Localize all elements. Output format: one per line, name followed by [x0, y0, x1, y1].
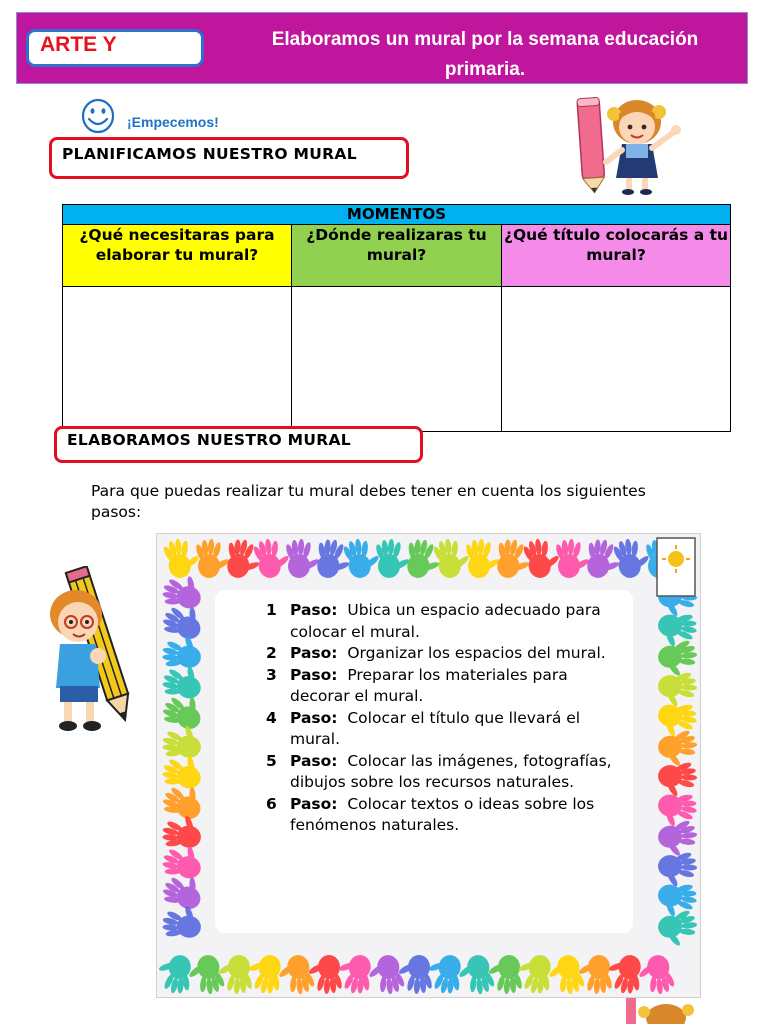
table-header-moments: MOMENTOS: [63, 205, 731, 225]
list-item: [260, 643, 620, 665]
step-text: Ubica un espacio adecuado para colocar el mural.: [290, 601, 601, 641]
steps-list: [260, 600, 620, 837]
girl-partial-illustration: [620, 996, 700, 1024]
list-item: [260, 794, 620, 837]
list-item: [260, 708, 620, 751]
sun-badge-icon: [656, 537, 696, 597]
girl-with-pencil-illustration: [570, 92, 690, 197]
list-item: [260, 751, 620, 794]
smiley-icon: [81, 98, 115, 134]
step-number: 4: [266, 708, 277, 727]
step-label: Paso:: [290, 601, 338, 619]
step-label: Paso:: [290, 751, 338, 770]
step-label: Paso:: [290, 665, 338, 684]
table-column-header: ¿Qué necesitaras para elaborar tu mural?: [63, 225, 292, 287]
subject-label: ARTE Y: [40, 33, 117, 56]
step-number: 5: [266, 751, 277, 770]
section-title-elaborate: ELABORAMOS NUESTRO MURAL: [67, 431, 351, 449]
list-item: [260, 600, 620, 643]
step-number: 6: [266, 794, 277, 813]
step-number: 3: [266, 665, 277, 684]
answer-cell-title[interactable]: [502, 287, 731, 432]
page-title: Elaboramos un mural por la semana educación primaria.: [271, 29, 699, 80]
table-column-header: ¿Dónde realizaras tu mural?: [292, 225, 502, 287]
step-text: Organizar los espacios del mural.: [347, 644, 606, 662]
step-number: 1: [266, 601, 277, 619]
answer-cell-materials[interactable]: [63, 287, 292, 432]
step-label: Paso:: [290, 644, 338, 662]
step-text: Colocar las imágenes, fotografías, dibujos sobre los recursos naturales.: [290, 751, 612, 791]
boy-with-pencil-illustration: [40, 566, 150, 736]
step-label: Paso:: [290, 708, 338, 727]
moments-table: [62, 204, 731, 432]
list-item: [260, 665, 620, 708]
step-text: Preparar los materiales para decorar el mural.: [290, 665, 568, 705]
intro-paragraph: Para que puedas realizar tu mural debes tener en cuenta los siguientes pasos:: [91, 482, 646, 521]
step-number: 2: [266, 644, 277, 662]
table-column-header: ¿Qué título colocarás a tu mural?: [502, 225, 731, 287]
step-label: Paso:: [290, 794, 338, 813]
answer-cell-location[interactable]: [292, 287, 502, 432]
badge-label: ¡Empecemos!: [127, 114, 219, 130]
step-text: Colocar textos o ideas sobre los fenómenos naturales.: [290, 794, 595, 834]
section-title-plan: PLANIFICAMOS NUESTRO MURAL: [62, 145, 357, 163]
step-text: Colocar el título que llevará el mural.: [290, 708, 581, 748]
